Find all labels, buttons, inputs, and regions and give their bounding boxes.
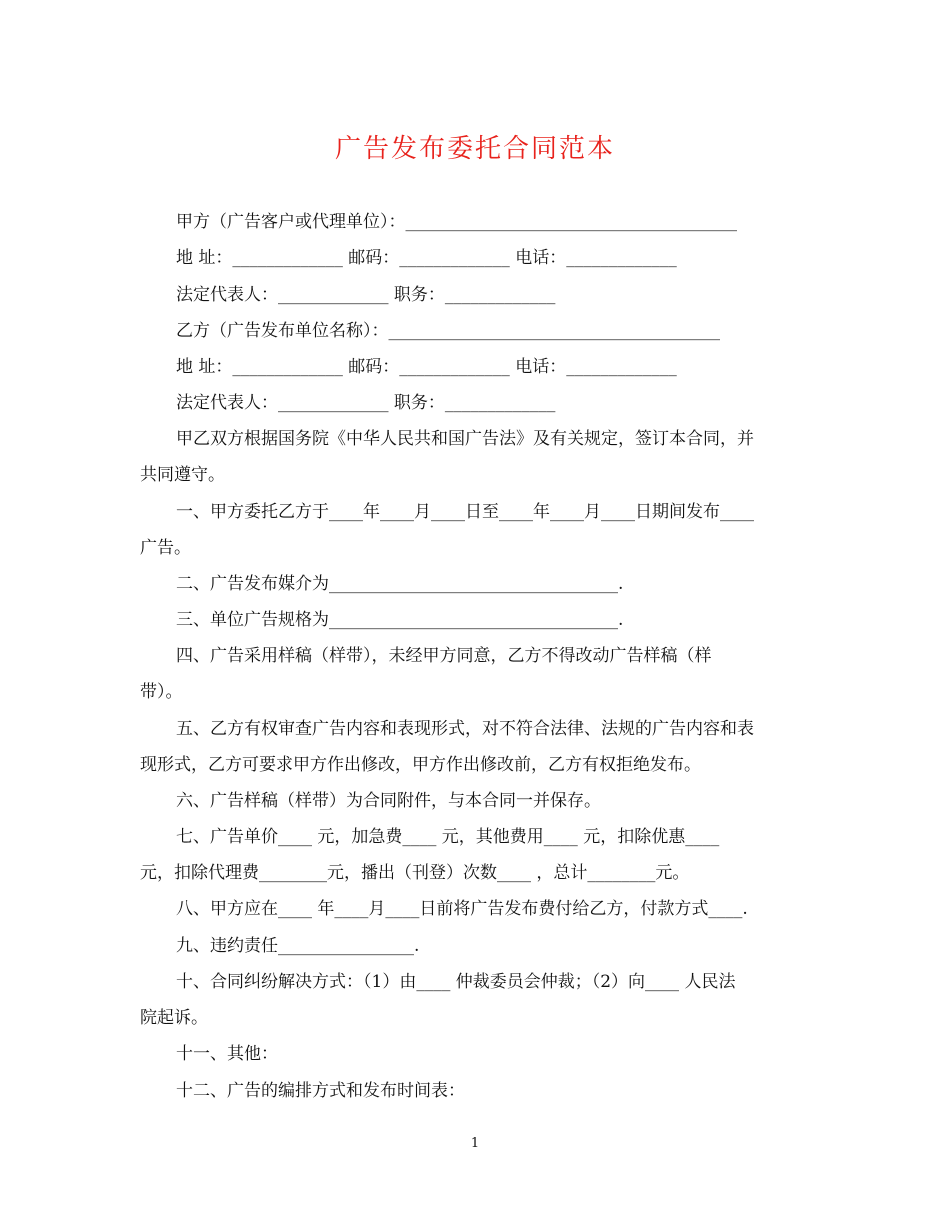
party-b-address-line: 地 址：_____________ 邮码：_____________ 电话：_____________ [176,357,677,377]
clause-2-line: 二、广告发布媒介为__________________________________. [176,574,624,594]
clause-6-line: 六、广告样稿（样带）为合同附件，与本合同一并保存。 [176,791,601,811]
clause-11-line: 十一、其他： [176,1044,278,1064]
party-b-line: 乙方（广告发布单位名称）：_______________________________________ [176,321,720,341]
clause-12-line: 十二、广告的编排方式和发布时间表： [176,1081,465,1101]
preamble-line-1: 甲乙双方根据国务院《中华人民共和国广告法》及有关规定，签订本合同，并 [176,429,754,449]
clause-1-line-2: 广告。 [140,538,191,558]
party-a-line: 甲方（广告客户或代理单位）：_______________________________________ [176,212,737,232]
clause-3-line: 三、单位广告规格为__________________________________. [176,610,624,630]
clause-10-line-2: 院起诉。 [140,1008,208,1028]
clause-4-line-1: 四、广告采用样稿（样带），未经甲方同意，乙方不得改动广告样稿（样 [176,646,712,666]
preamble-line-2: 共同遵守。 [140,465,225,485]
clause-5-line-2: 现形式，乙方可要求甲方作出修改，甲方作出修改前，乙方有权拒绝发布。 [140,755,701,775]
clause-5-line-1: 五、乙方有权审查广告内容和表现形式，对不符合法律、法规的广告内容和表 [176,719,754,739]
party-a-representative-line: 法定代表人：_____________ 职务：_____________ [176,285,556,305]
party-b-representative-line: 法定代表人：_____________ 职务：_____________ [176,393,556,413]
document-title: 广告发布委托合同范本 [334,134,615,164]
party-a-address-line: 地 址：_____________ 邮码：_____________ 电话：_____________ [176,248,677,268]
clause-9-line: 九、违约责任________________. [176,936,420,956]
clause-10-line-1: 十、合同纠纷解决方式：（1）由____ 仲裁委员会仲裁；（2）向____ 人民法 [176,972,736,992]
clause-8-line: 八、甲方应在____ 年____月____日前将广告发布费付给乙方，付款方式____. [176,899,748,919]
clause-4-line-2: 带）。 [140,682,183,702]
clause-7-line-2: 元，扣除代理费________元，播出（刊登）次数____ ，总计________元。 [140,863,690,883]
clause-7-line-1: 七、广告单价____ 元，加急费____ 元，其他费用____ 元，扣除优惠____ [176,827,720,847]
page-number: 1 [470,1136,480,1151]
clause-1-line-1: 一、甲方委托乙方于____年____月____日至____年____月____日期间发布____ [176,502,754,522]
